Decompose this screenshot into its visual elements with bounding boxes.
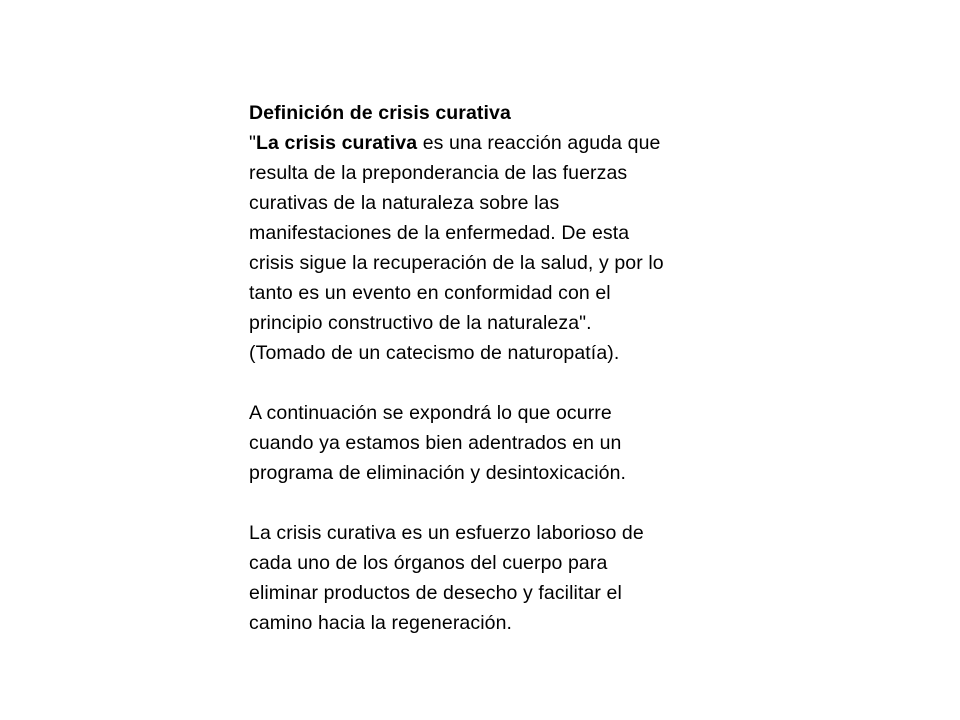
quote-line: manifestaciones de la enfermedad. De esta <box>249 222 630 244</box>
open-quote: " <box>249 132 257 154</box>
definition-title: Definición de crisis curativa <box>249 102 511 124</box>
quote-line: tanto es un evento en conformidad con el <box>249 282 611 304</box>
quote-line: curativas de la naturaleza sobre las <box>249 192 560 214</box>
crisis-paragraph <box>249 518 719 638</box>
paragraph-line: camino hacia la regeneración. <box>249 612 513 634</box>
quote-line: principio constructivo de la naturaleza". <box>249 312 592 334</box>
paragraph-gap <box>249 368 719 398</box>
paragraph-line: eliminar productos de desecho y facilitar el <box>249 582 622 604</box>
continuation-paragraph <box>249 398 719 488</box>
bold-term: La crisis curativa <box>256 132 418 154</box>
paragraph-line: A continuación se expondrá lo que ocurre <box>249 402 612 424</box>
quote-first-line <box>249 128 719 158</box>
paragraph-line: cuando ya estamos bien adentrados en un <box>249 432 622 454</box>
quote-line: crisis sigue la recuperación de la salud, y por lo <box>249 252 664 274</box>
definition-paragraph <box>249 98 719 368</box>
paragraph-line: cada uno de los órganos del cuerpo para <box>249 552 608 574</box>
quote-line: resulta de la preponderancia de las fuerzas <box>249 162 628 184</box>
paragraph-line: La crisis curativa es un esfuerzo laborioso de <box>249 522 644 544</box>
quote-source: (Tomado de un catecismo de naturopatía). <box>249 342 620 364</box>
paragraph-gap <box>249 488 719 518</box>
paragraph-line: programa de eliminación y desintoxicación. <box>249 462 627 484</box>
quote-first-line-rest: es una reacción aguda que <box>417 132 661 154</box>
text-block <box>249 98 719 638</box>
